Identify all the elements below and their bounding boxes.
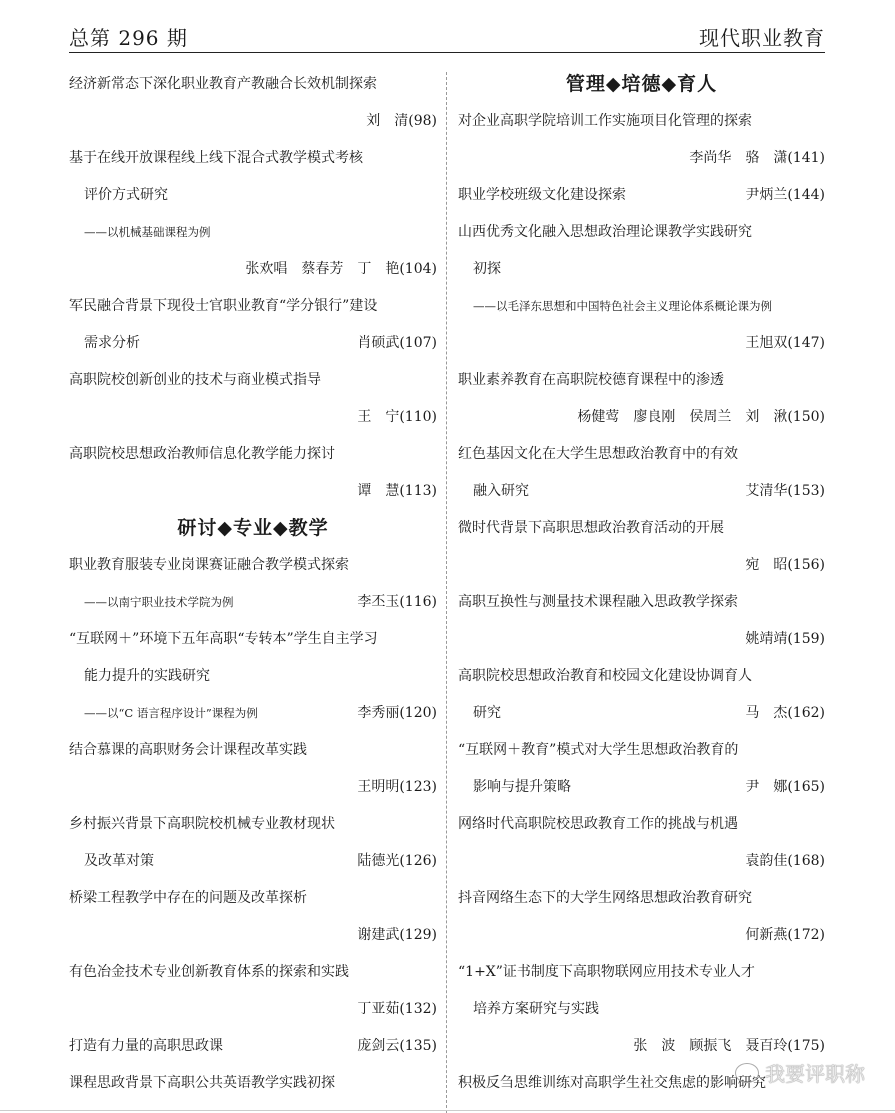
toc-title: 对企业高职学院培训工作实施项目化管理的探索 xyxy=(458,113,752,129)
toc-subtitle xyxy=(69,584,437,621)
toc-title: 课程思政背景下高职公共英语教学实践初探 xyxy=(69,1075,335,1091)
toc-title-cont: 能力提升的实践研究 xyxy=(84,668,210,684)
toc-title: 高职院校思想政治教育和校园文化建设协调育人 xyxy=(458,668,752,684)
toc-title-text: 研究 xyxy=(473,705,501,721)
toc-title: “互联网＋教育”模式对大学生思想政治教育的 xyxy=(458,742,739,758)
toc-author-page: 丁亚茹(132) xyxy=(357,1001,437,1017)
toc-title xyxy=(69,1028,437,1065)
watermark xyxy=(735,1058,865,1087)
section-heading: 研讨◆专业◆教学 xyxy=(177,517,329,539)
toc-title-cont xyxy=(458,695,825,732)
toc-title-text: 及改革对策 xyxy=(84,853,154,869)
page-header xyxy=(69,18,825,53)
toc-author-page: 王旭双(147) xyxy=(745,335,825,351)
toc-author-page: 张欢唱 蔡春芳 丁 艳(104) xyxy=(245,261,437,277)
toc-author-page: 杨健莺 廖良刚 侯周兰 刘 湫(150) xyxy=(577,409,825,425)
toc-title: 职业教育服装专业岗课赛证融合教学模式探索 xyxy=(69,557,349,573)
toc-title: 高职互换性与测量技术课程融入思政教学探索 xyxy=(458,594,738,610)
toc-author-page: 王 宁(110) xyxy=(357,409,437,425)
toc-title-cont xyxy=(458,769,825,806)
toc-title-cont xyxy=(69,843,437,880)
toc-title: 积极反刍思维训练对高职学生社交焦虑的影响研究 xyxy=(458,1075,766,1091)
toc-title: 抖音网络生态下的大学生网络思想政治教育研究 xyxy=(458,890,752,906)
toc-title-text: 打造有力量的高职思政课 xyxy=(69,1038,223,1054)
toc-title-cont: 培养方案研究与实践 xyxy=(473,1001,599,1017)
toc-author-page: 李尚华 骆 潇(141) xyxy=(689,150,825,166)
toc-left-column xyxy=(69,66,437,1102)
toc-subtitle: ——以毛泽东思想和中国特色社会主义理论体系概论课为例 xyxy=(473,299,772,313)
toc-author-page: 肖硕武(107) xyxy=(357,335,437,351)
toc-title: 有色冶金技术专业创新教育体系的探索和实践 xyxy=(69,964,349,980)
toc-subtitle: ——以机械基础课程为例 xyxy=(84,225,211,239)
toc-author-page: 艾清华(153) xyxy=(745,483,825,499)
toc-title: 山西优秀文化融入思想政治理论课教学实践研究 xyxy=(458,224,752,240)
toc-author-page: 张 波 顾振飞 聂百玲(175) xyxy=(633,1038,825,1054)
toc-title: 军民融合背景下现役士官职业教育“学分银行”建设 xyxy=(69,298,378,314)
toc-title-text: 融入研究 xyxy=(473,483,529,499)
toc-title-text: 需求分析 xyxy=(84,335,140,351)
toc-author-page: 袁韵佳(168) xyxy=(745,853,825,869)
toc-title-text: 职业学校班级文化建设探索 xyxy=(458,187,626,203)
toc-right-column xyxy=(458,66,825,1102)
toc-title xyxy=(458,177,825,214)
toc-title: 乡村振兴背景下高职院校机械专业教材现状 xyxy=(69,816,335,832)
toc-author-page: 谢建武(129) xyxy=(357,927,437,943)
toc-author-page: 谭 慧(113) xyxy=(357,483,437,499)
toc-author-page: 王明明(123) xyxy=(357,779,437,795)
wechat-icon xyxy=(735,1063,759,1083)
toc-title: 网络时代高职院校思政教育工作的挑战与机遇 xyxy=(458,816,738,832)
bottom-rule xyxy=(0,1110,895,1111)
toc-title: 基于在线开放课程线上线下混合式教学模式考核 xyxy=(69,150,363,166)
toc-title: 结合慕课的高职财务会计课程改革实践 xyxy=(69,742,307,758)
toc-author-page: 尹炳兰(144) xyxy=(745,187,825,203)
watermark-text: 我要评职称 xyxy=(765,1062,865,1086)
journal-title: 现代职业教育 xyxy=(699,26,825,50)
toc-title: 高职院校创新创业的技术与商业模式指导 xyxy=(69,372,321,388)
toc-author-page: 宛 昭(156) xyxy=(745,557,825,573)
toc-author-page: 李丕玉(116) xyxy=(357,594,437,610)
toc-author-page: 姚靖靖(159) xyxy=(745,631,825,647)
toc-title: 职业素养教育在高职院校德育课程中的渗透 xyxy=(458,372,724,388)
toc-title-cont: 初探 xyxy=(473,261,501,277)
toc-title-text: 影响与提升策略 xyxy=(473,779,571,795)
issue-number: 总第 296 期 xyxy=(69,26,188,50)
toc-author-page: 李秀丽(120) xyxy=(357,705,437,721)
toc-title: 微时代背景下高职思想政治教育活动的开展 xyxy=(458,520,724,536)
toc-subtitle-text: ——以南宁职业技术学院为例 xyxy=(84,595,234,609)
toc-author-page: 何新燕(172) xyxy=(745,927,825,943)
toc-title-cont xyxy=(69,325,437,362)
toc-author-page: 刘 清(98) xyxy=(366,113,437,129)
toc-author-page: 庞剑云(135) xyxy=(357,1038,437,1054)
toc-title: 桥梁工程教学中存在的问题及改革探析 xyxy=(69,890,307,906)
toc-title-cont xyxy=(458,473,825,510)
toc-title: “1+X”证书制度下高职物联网应用技术专业人才 xyxy=(458,964,755,980)
toc-author-page: 陆德光(126) xyxy=(357,853,437,869)
toc-title-cont: 评价方式研究 xyxy=(84,187,168,203)
section-heading: 管理◆培德◆育人 xyxy=(565,73,718,95)
toc-author-page: 马 杰(162) xyxy=(745,705,825,721)
toc-author-page: 尹 娜(165) xyxy=(745,779,825,795)
toc-title: 经济新常态下深化职业教育产教融合长效机制探索 xyxy=(69,76,377,92)
toc-title: “互联网＋”环境下五年高职“专转本”学生自主学习 xyxy=(69,631,378,647)
column-divider xyxy=(446,72,447,1113)
toc-subtitle-text: ——以“C 语言程序设计”课程为例 xyxy=(84,706,258,720)
toc-subtitle xyxy=(69,695,437,732)
toc-title: 高职院校思想政治教师信息化教学能力探讨 xyxy=(69,446,335,462)
toc-title: 红色基因文化在大学生思想政治教育中的有效 xyxy=(458,446,738,462)
